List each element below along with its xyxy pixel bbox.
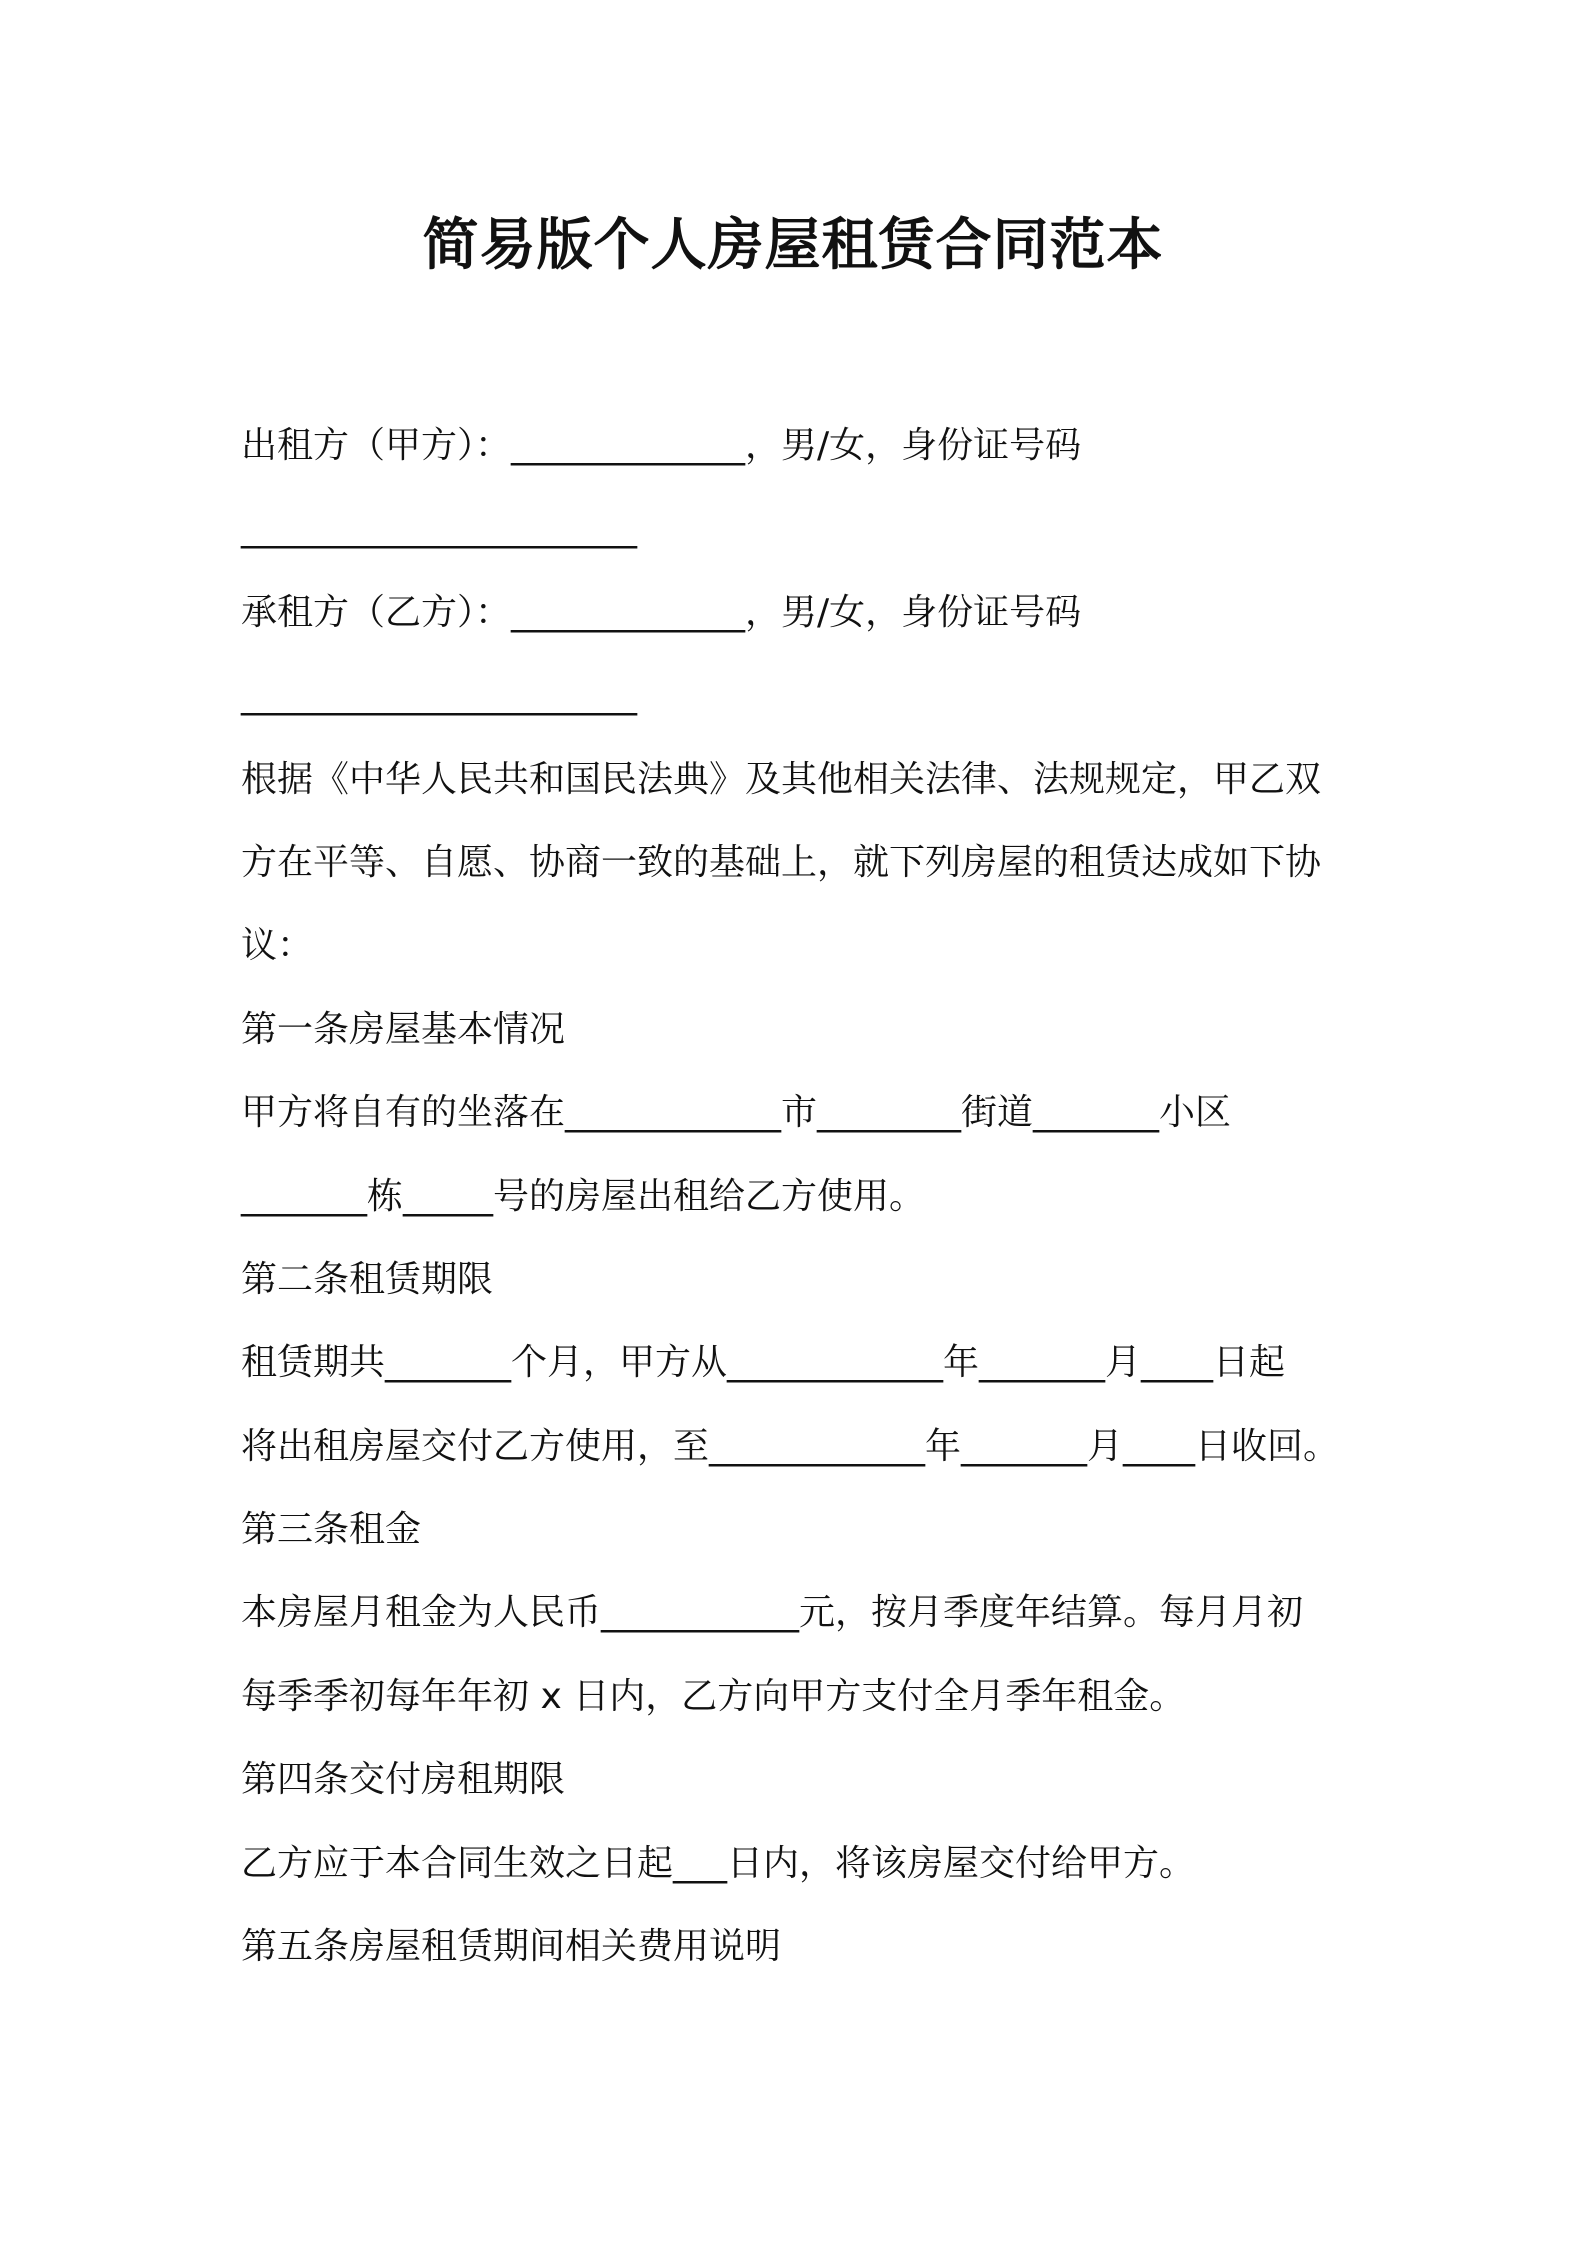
article-5-heading: 第五条房屋租赁期间相关费用说明 [241,1926,782,1968]
document-title: 简易版个人房屋租赁合同范本 [422,213,1164,278]
lessor-id-blank: ______________________ [241,508,637,550]
article-4-heading: 第四条交付房租期限 [241,1759,566,1801]
article-3-heading: 第三条租金 [241,1509,422,1551]
document-body [241,404,1381,1988]
lessee-id-blank: ______________________ [241,675,637,717]
article-1-text-2: _______栋_____号的房屋出租给乙方使用。 [241,1175,926,1217]
preamble-line-1: 根据《中华人民共和国民法典》及其他相关法律、法规规定，甲乙双 [241,758,1322,800]
lessor-line: 出租方（甲方）：_____________，男/女，身份证号码 [241,425,1082,466]
article-4-text-1: 乙方应于本合同生效之日起___日内，将该房屋交付给甲方。 [241,1842,1196,1884]
article-2-heading: 第二条租赁期限 [241,1258,494,1300]
preamble-line-3: 议： [241,925,314,967]
article-1-text-1: 甲方将自有的坐落在____________市________街道_______小区 [241,1092,1232,1134]
preamble-line-2: 方在平等、自愿、协商一致的基础上，就下列房屋的租赁达成如下协 [241,841,1322,883]
article-2-text-1: 租赁期共_______个月，甲方从____________年_______月____日起 [241,1342,1286,1384]
article-2-text-2: 将出租房屋交付乙方使用，至____________年_______月____日收回。 [241,1425,1340,1467]
article-3-text-2: 每季季初每年年初 x 日内，乙方向甲方支付全月季年租金。 [241,1675,1186,1717]
lessee-line: 承租方（乙方）：_____________，男/女，身份证号码 [241,591,1082,633]
article-3-text-1: 本房屋月租金为人民币___________元，按月季度年结算。每月月初 [241,1592,1304,1634]
article-1-heading: 第一条房屋基本情况 [241,1008,566,1050]
